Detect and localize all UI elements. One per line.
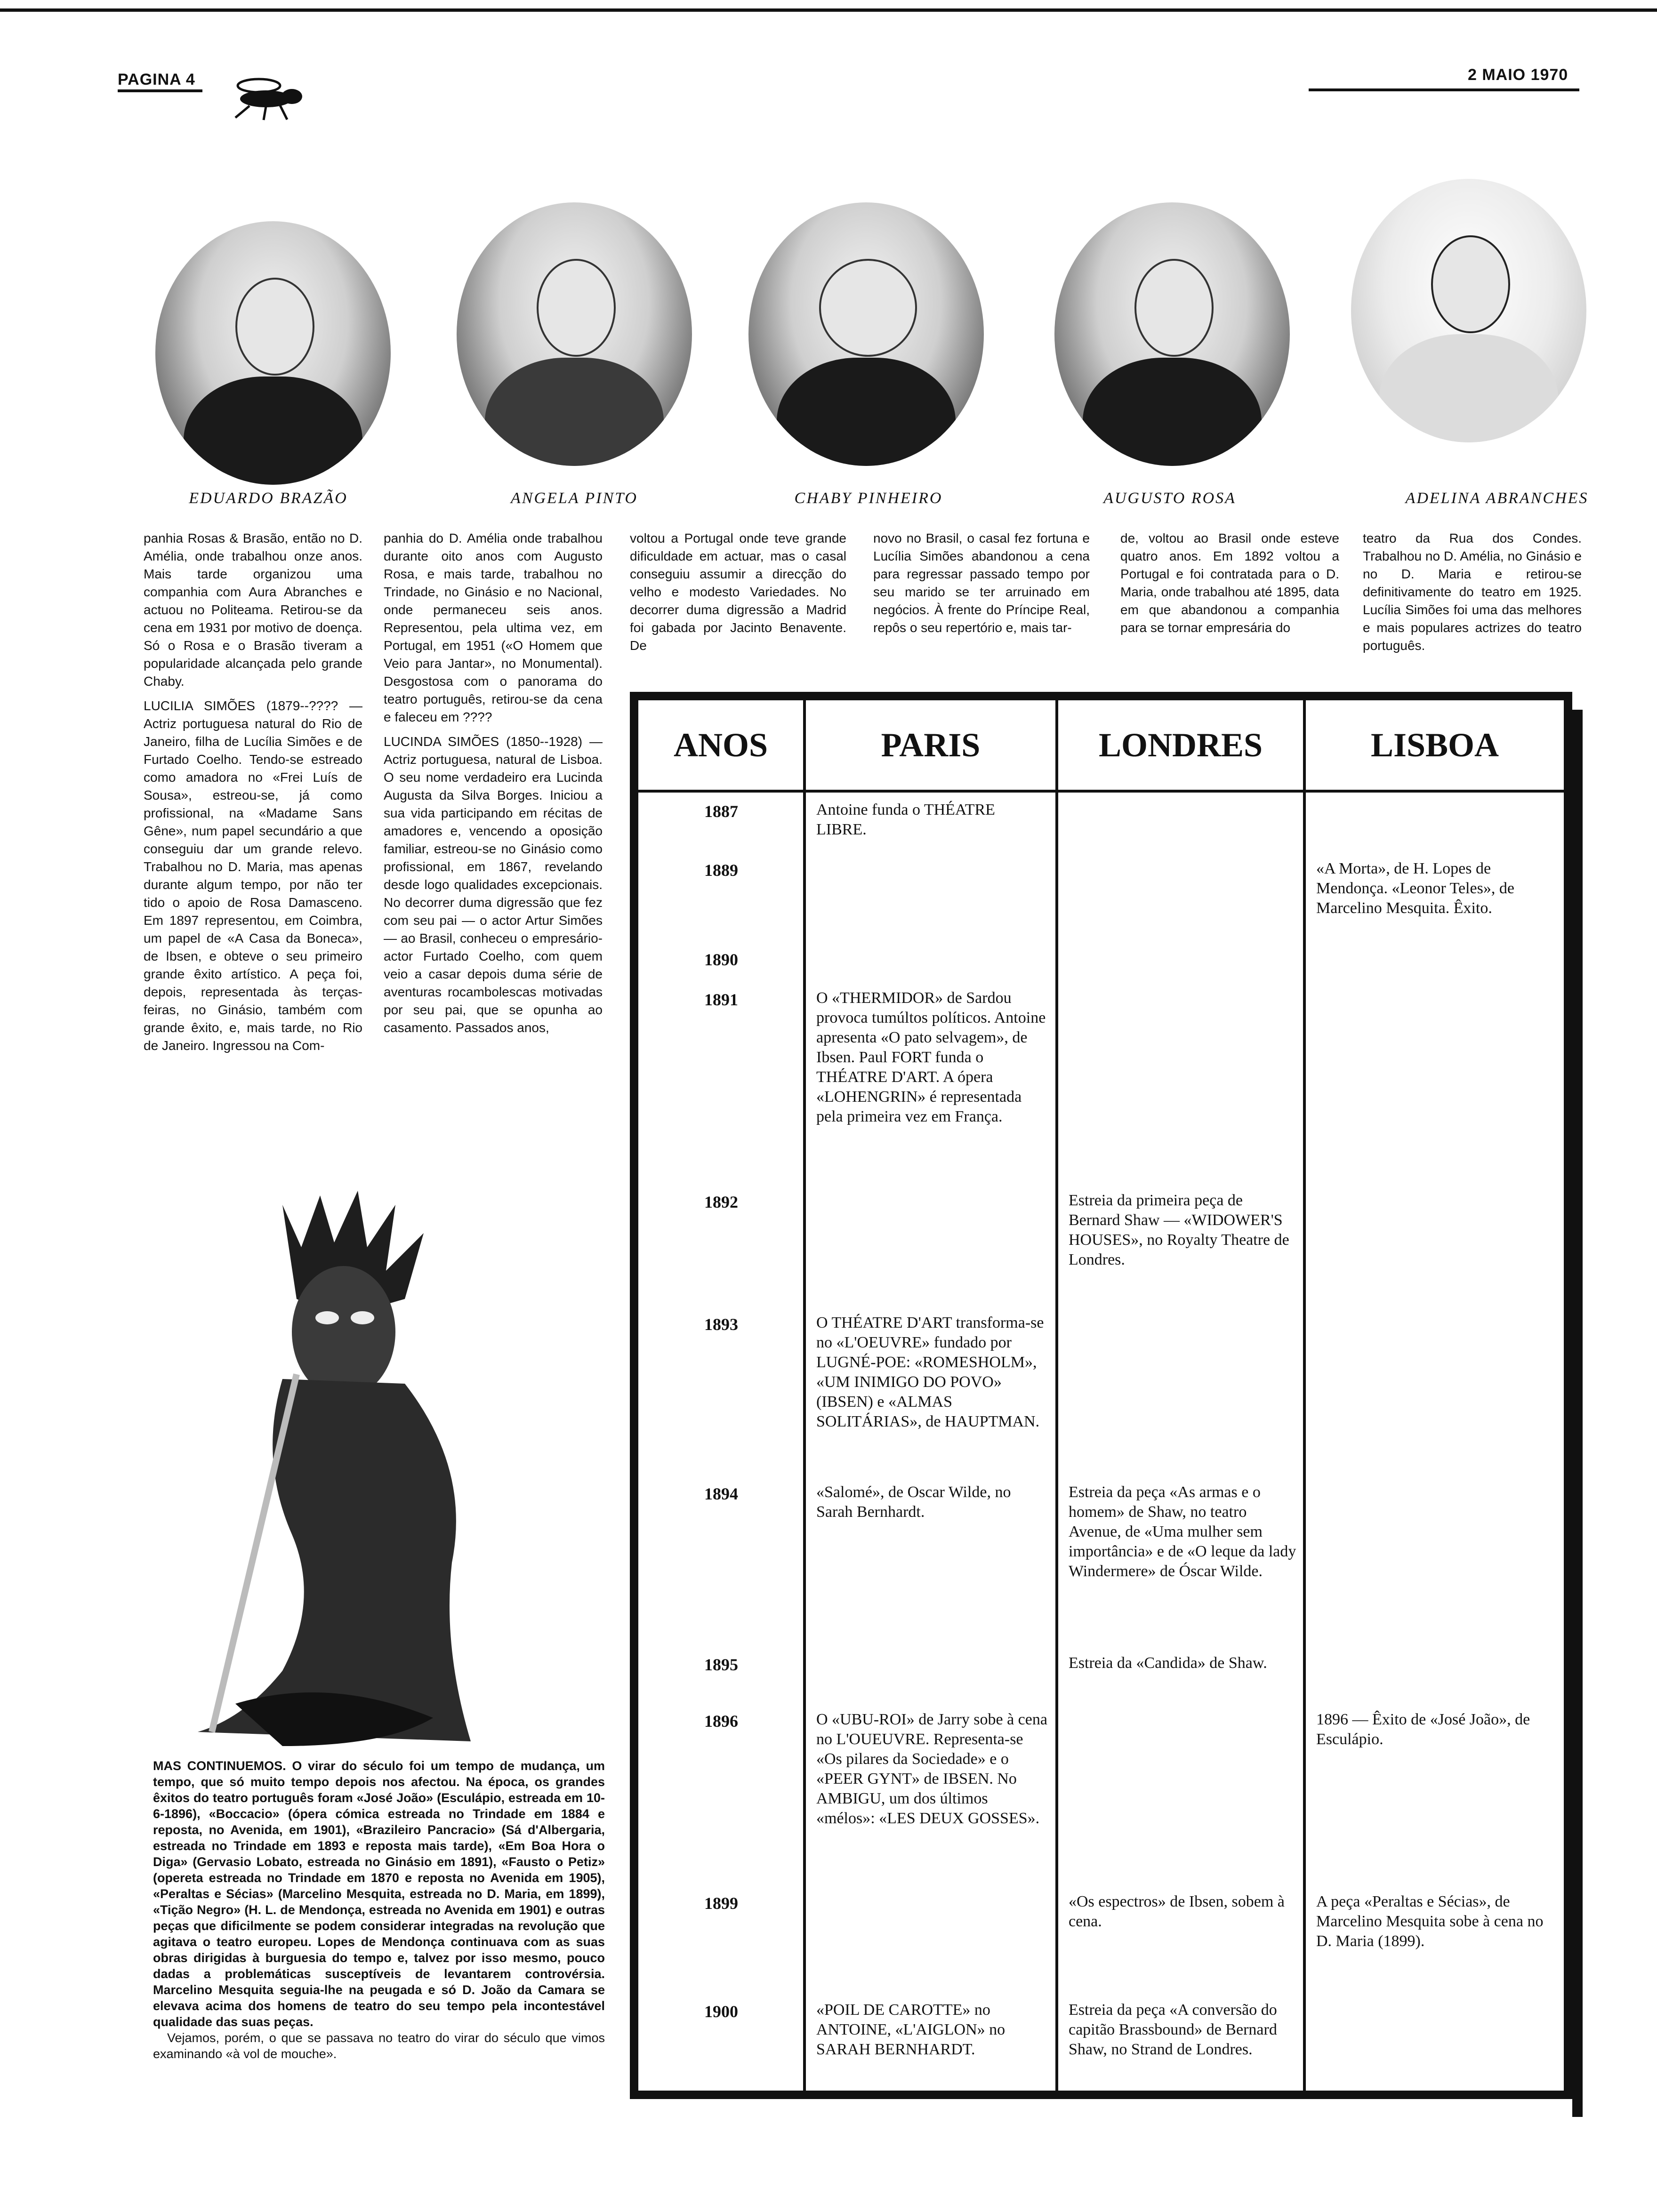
paragraph: voltou a Portugal onde teve grande dificuldade em actuar, mas o casal conseguiu assumir a direcção do velho e modesto Variedades. No decorrer duma digressão a Madrid foi gabada por Jacinto Benavente. De [630,531,846,653]
article-column-6 [1363,529,1582,661]
table-cell-paris: O «UBU-ROI» de Jarry sobe à cena no L'OUEUVRE. Representa-se «Os pilares da Sociedade» e o «PEER GYNT» de IBSEN. No AMBIGU, um dos últimos «mélos»: «LES DEUX GOSSES». [816,1711,1047,1827]
table-cell-londres: Estreia da peça «A conversão do capitão Brassbound» de Bernard Shaw, no Strand de Londres. [1069,2001,1277,2058]
table-header-rule [638,790,1564,793]
table-cell-lisboa: A peça «Peraltas e Sécias», de Marcelino Mesquita sobe à cena no D. Maria (1899). [1316,1893,1544,1950]
table-cell-lisboa: 1896 — Êxito de «José João», de Esculápio. [1316,1711,1530,1748]
table-year: 1895 [704,1655,738,1674]
table-year: 1889 [704,861,738,880]
portrait-eduardo-brazao [155,221,391,485]
fly-icon [221,71,315,122]
paragraph: panhia do D. Amélia onde trabalhou durante oito anos com Augusto Rosa, e mais tarde, trabalhou no Trindade, no Ginásio e no Nacional, onde permaneceu seis anos. Representou, pela ultima vez, em Portugal, em 1951 («O Homem que Veio para Jantar», no Monumental). Desgostosa com o panorama do teatro português, retirou-se da cena e faleceu em ???? [384,531,603,724]
table-cell-londres: Estreia da peça «As armas e o homem» de Shaw, no teatro Avenue, de «Uma mulher sem importância» e de «O leque da lady Windermere» de Óscar Wilde. [1069,1483,1296,1580]
article-column-1 [144,529,362,1061]
paragraph: LUCINDA SIMÕES (1850--1928) — Actriz portuguesa, natural de Lisboa. O seu nome verdadeiro era Lucinda Augusta da Silva Borges. Iniciou a sua vida participando em récitas de amadores e, vencendo a oposição familiar, estreou-se no Ginásio como profissional, em 1867, revelando desde logo qualidades excepcionais. No decorrer duma digressão que fez com seu pai — o actor Artur Simões — ao Brasil, conheceu o empresário-actor Furtado Coelho, com quem veio a casar depois duma série de aventuras rocambolescas motivadas por seu pai, que se opunha ao casamento. Passados anos, [384,734,603,1035]
bottom-lead-paragraph: MAS CONTINUEMOS. O virar do século foi um tempo de mudança, um tempo, que só muito tempo depois nos afectou. Na época, os grandes êxitos do teatro português foram «José João» (Esculápio, estreada em 10-6-1896), «Boccacio» (ópera cómica estreada no Trindade em 1884 e reposta, no Avenida, em 1901), «Brazileiro Pancracio» (Sá d'Albergaria, estreada no Trindade em 1893 e reposta mais tarde), «Em Boa Hora o Diga» (Gervasio Lobato, estreada no Ginásio em 1891), «Fausto o Petiz» (opereta estreada no Trindade em 1870 e reposta no Avenida em 1905), «Peraltas e Sécias» (Marcelino Mesquita, estreada no D. Maria, em 1899), «Tição Negro» (H. L. de Mendonça, estreada no Avenida em 1901) e outras peças que dificilmente se podem considerar integradas na revolução que agitava o teatro europeu. Lopes de Mendonça continuava com as suas obras dirigidas à burguesia do tempo e, talvez por isso mesmo, pouco dadas a problemáticas susceptíveis de levantarem controvérsia. Marcelino Mesquita seguia-lhe na peugada e só D. João da Camara se elevava acima dos homens de teatro do seu tempo pela incontestável qualidade das suas peças. [153,1759,605,2029]
portrait-caption: EDUARDO BRAZÃO [189,489,348,507]
portrait-augusto-rosa [1054,202,1290,466]
page-number: PAGINA 4 [118,71,195,88]
table-year: 1887 [704,802,738,821]
article-column-2 [384,529,603,1043]
article-column-3 [630,529,846,661]
theatre-timeline-table [630,692,1572,2099]
table-cell-londres: Estreia da «Candida» de Shaw. [1069,1654,1267,1672]
table-divider [1055,700,1058,2091]
paragraph: teatro da Rua dos Condes. Trabalhou no D. Amélia, no Ginásio e no D. Maria e retirou-se definitivamente do teatro em 1925. Lucília Simões foi uma das melhores e mais populares actrizes do teatro português. [1363,531,1582,653]
table-cell-paris: «POIL DE CAROTTE» no ANTOINE, «L'AIGLON» no SARAH BERNHARDT. [816,2001,1005,2058]
table-header-londres: LONDRES [1098,726,1263,764]
table-year: 1896 [704,1712,738,1731]
portrait-caption: CHABY PINHEIRO [794,489,943,507]
faun-illustration [141,1177,518,1755]
article-column-5 [1120,529,1339,643]
table-year: 1892 [704,1193,738,1211]
paragraph: novo no Brasil, o casal fez fortuna e Lucília Simões abandonou a cena para regressar passado tempo por seu marido se ter arruinado em negócios. À frente do Príncipe Real, repôs o seu repertório e, mais tar- [873,531,1090,635]
table-cell-londres: Estreia da primeira peça de Bernard Shaw — «WIDOWER'S HOUSES», no Royalty Theatre de Londres. [1069,1192,1289,1268]
table-cell-paris: «Salomé», de Oscar Wilde, no Sarah Bernhardt. [816,1483,1011,1521]
table-year: 1890 [704,950,738,969]
table-cell-londres: «Os espectros» de Ibsen, sobem à cena. [1069,1893,1285,1930]
issue-date: 2 MAIO 1970 [1468,66,1569,84]
paragraph: LUCILIA SIMÕES (1879--???? — Actriz portuguesa natural do Rio de Janeiro, filha de Lucília Simões e de Furtado Coelho. Tendo-se estreado como amadora no «Frei Luís de Sousa», estreou-se, já como profissional, na «Madame Sans Gêne», num papel secundário a que conseguiu dar um grande relevo. Trabalhou no D. Maria, mas apenas durante algum tempo, por não ter tido o apoio de Rosa Damasceno. Em 1897 representou, em Coimbra, um papel de «A Casa da Boneca», de Ibsen, e obteve o seu primeiro grande êxito artístico. A peça foi, depois, representada às terças-feiras, no Ginásio, também com grande êxito, e, mais tarde, no Rio de Janeiro. Ingressou na Com- [144,698,362,1053]
paragraph: panhia Rosas & Brasão, então no D. Amélia, onde trabalhou onze anos. Mais tarde organizou uma companhia com Aura Abranches e actuou no Politeama. Retirou-se da cena em 1931 por motivo de doença. Só o Rosa e o Brasão tiveram a popularidade alcançada pelo grande Chaby. [144,531,362,689]
table-cell-paris: O «THERMIDOR» de Sardou provoca tumúltos políticos. Antoine apresenta «O pato selvagem», de Ibsen. Paul FORT funda o THÉATRE D'ART. A ópera «LOHENGRIN» é representada pela primeira vez em França. [816,989,1046,1125]
table-header-lisboa: LISBOA [1370,726,1499,764]
table-cell-lisboa: «A Morta», de H. Lopes de Mendonça. «Leonor Teles», de Marcelino Mesquita. Êxito. [1316,860,1514,917]
portrait-caption: AUGUSTO ROSA [1103,489,1236,507]
table-cell-paris: Antoine funda o THÉATRE LIBRE. [816,801,995,838]
table-cell-paris: O THÉATRE D'ART transforma-se no «L'OEUVRE» fundado por LUGNÉ-POE: «ROMESHOLM», «UM INIMIGO DO POVO» (IBSEN) e «ALMAS SOLITÁRIAS», de HAUPTMAN. [816,1314,1044,1430]
portrait-caption: ANGELA PINTO [511,489,638,507]
portrait-adelina-abranches [1351,179,1586,442]
table-divider [803,700,806,2091]
table-header-anos: ANOS [673,726,768,764]
table-year: 1893 [704,1315,738,1334]
table-divider [1303,700,1306,2091]
bottom-article [153,1758,605,2062]
paragraph: de, voltou ao Brasil onde esteve quatro anos. Em 1892 voltou a Portugal e foi contratada para o D. Maria, onde trabalhou até 1895, data em que abandonou a companhia para se tornar empresária do [1120,531,1339,635]
table-year: 1894 [704,1484,738,1503]
table-year: 1900 [704,2002,738,2021]
portrait-chaby-pinheiro [748,202,984,466]
table-year: 1899 [704,1894,738,1913]
top-rule [0,8,1657,12]
table-header-paris: PARIS [881,726,981,764]
table-year: 1891 [704,990,738,1009]
portrait-angela-pinto [457,202,692,466]
portrait-caption: ADELINA ABRANCHES [1405,489,1589,507]
article-column-4 [873,529,1090,643]
header-rule-right [1309,88,1579,91]
header-rule-left [118,89,202,92]
bottom-closing-paragraph: Vejamos, porém, o que se passava no teatro do virar do século que vimos examinando «à vol de mouche». [153,2031,605,2061]
